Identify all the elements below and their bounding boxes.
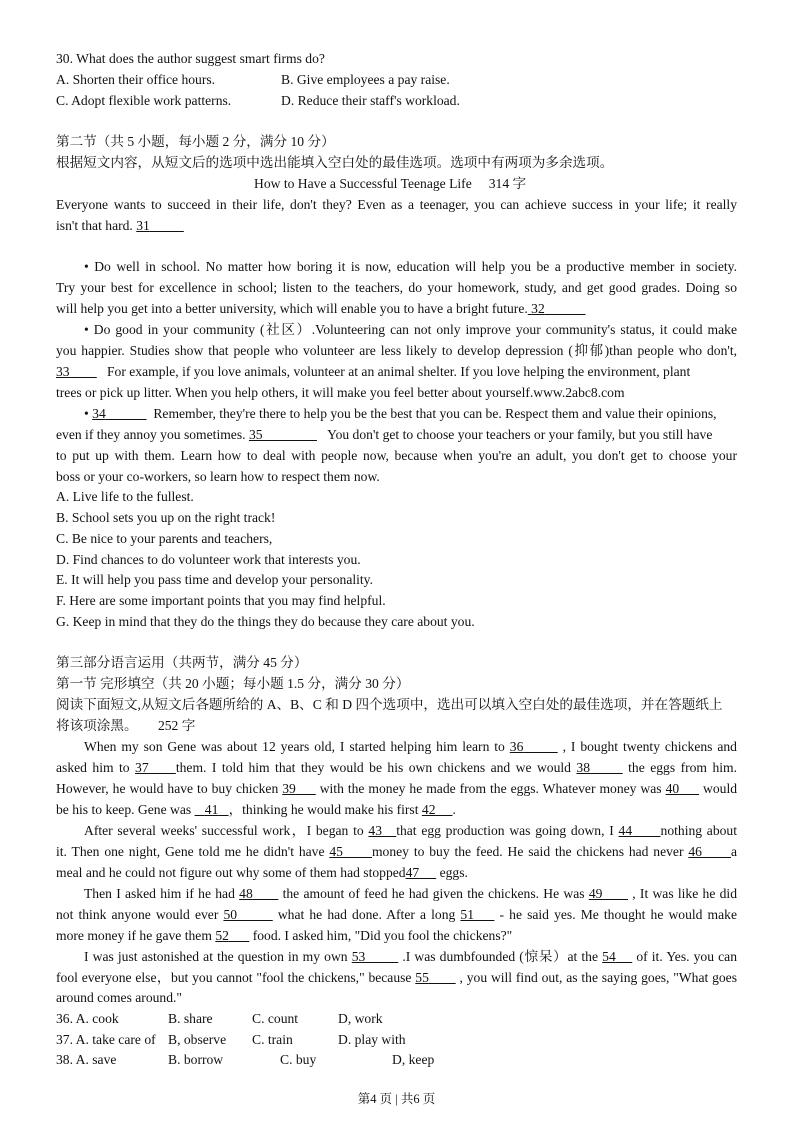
part3-instruction-1: 阅读下面短文,从短文后各题所给的 A、B、C 和 D 四个选项中，选出可以填入空白处的最佳选项，并在答题纸上 [56, 697, 723, 712]
blank-51: 51 [460, 907, 474, 922]
cloze-line-9: not think anyone would ever 50 what he had done. After a long 51 - he said yes. Me thought he would make [56, 907, 737, 922]
p4-line-2: even if they annoy you sometimes. 35 You don't get to choose your teachers or your family, but you still have [56, 427, 713, 442]
blank-43: 43 [368, 823, 382, 838]
option-a: A. Live life to the fullest. [56, 489, 194, 504]
p2-line-3: will help you get into a better university, which will enable you to have a bright future. 32 [56, 299, 586, 320]
blank-52: 52 [215, 928, 229, 943]
cloze-line-5: After several weeks' successful work，I began to 43 that egg production was going down, I 44 nothing about [84, 823, 738, 838]
q30-option-b: B. Give employees a pay raise. [281, 72, 450, 87]
choice-38-c: C. buy [280, 1052, 317, 1067]
option-e: E. It will help you pass time and develop your personality. [56, 572, 373, 587]
blank-32: 32 [531, 301, 545, 316]
blank-37: 37 [135, 760, 149, 775]
blank-34: 34 [92, 406, 106, 421]
p3-line-3: 33 For example, if you love animals, volunteer at an animal shelter. If you love helping the environment, plant [56, 364, 691, 379]
choice-38-d: D, keep [392, 1052, 435, 1067]
p4-line-4: boss or your co-workers, so learn how to respect them now. [56, 469, 380, 484]
p2-line-1: • Do well in school. No matter how boring it is now, education will help you be a productive member in society. [84, 259, 737, 274]
choice-37-d: D. play with [338, 1032, 406, 1047]
part3-instruction-2: 将该项涂黑。 252 字 [56, 718, 196, 733]
blank-44: 44 [618, 823, 633, 838]
cloze-line-4: be his to keep. Gene was 41 ，thinking he would make his first 42 . [56, 802, 456, 817]
choice-37-c: C. train [252, 1032, 293, 1047]
cloze-line-13: around comes around." [56, 990, 182, 1005]
choice-37-b: B, observe [168, 1032, 227, 1047]
blank-49: 49 [588, 886, 603, 901]
blank-47: 47 [405, 865, 420, 880]
page-footer: 第4 页 | 共6 页 [357, 1092, 436, 1106]
blank-53: 53 [351, 949, 366, 964]
cloze-line-10: more money if he gave them 52 food. I asked him, "Did you fool the chickens?" [56, 928, 513, 943]
blank-42: 42 [421, 802, 436, 817]
section2-heading: 第二节（共 5 小题，每小题 2 分，满分 10 分） [56, 134, 335, 149]
choice-36-a: 36. A. cook [56, 1011, 119, 1026]
q30-option-c: C. Adopt flexible work patterns. [56, 93, 232, 108]
option-g: G. Keep in mind that they do the things they do because they care about you. [56, 614, 475, 629]
q30-option-d: D. Reduce their staff's workload. [281, 93, 460, 108]
cloze-line-7: meal and he could not figure out why some of them had stopped47 eggs. [56, 865, 468, 880]
option-b: B. School sets you up on the right track! [56, 510, 276, 525]
part3-sub: 第一节 完形填空（共 20 小题；每小题 1.5 分，满分 30 分） [56, 676, 410, 691]
blank-55: 55 [415, 970, 429, 985]
blank-46: 46 [688, 844, 702, 859]
p4-line-3: to put up with them. Learn how to deal with people now, because when you're an adult, you don't get to choose your [56, 448, 737, 463]
p3-line-2: you happier. Studies show that people who volunteer are less likely to develop depression (抑郁)than people who don't, [56, 343, 737, 358]
section2-instruction: 根据短文内容，从短文后的选项中选出能填入空白处的最佳选项。选项中有两项为多余选项。 [56, 155, 614, 170]
blank-40: 40 [665, 781, 680, 796]
option-d: D. Find chances to do volunteer work that interests you. [56, 552, 361, 567]
option-f: F. Here are some important points that you may find helpful. [56, 593, 386, 608]
blank-35: 35 [248, 427, 263, 442]
cloze-line-6: it. Then one night, Gene told me he didn't have 45 money to buy the feed. He said the chickens had never 46 a [56, 844, 738, 859]
p3-line-1: • Do good in your community (社区）.Volunteering can not only improve your community's status, it could make [84, 322, 737, 337]
p1-line-2: isn't that hard. 31 [56, 216, 184, 237]
blank-39: 39 [282, 781, 296, 796]
cloze-line-8: Then I asked him if he had 48 the amount of feed he had given the chickens. He was 49 , It was like he did [84, 886, 737, 901]
choice-38-a: 38. A. save [56, 1052, 117, 1067]
blank-33: 33 [56, 364, 70, 379]
choice-36-c: C. count [252, 1011, 299, 1026]
q30-stem: 30. What does the author suggest smart firms do? [56, 51, 325, 66]
choice-36-d: D, work [338, 1011, 383, 1026]
cloze-line-12: fool everyone else，but you cannot "fool the chickens," because 55 , you will find out, as the saying goes, "What goes [56, 970, 737, 985]
choice-37-a: 37. A. take care of [56, 1032, 156, 1047]
blank-41: 41 [204, 802, 219, 817]
p2-line-2: Try your best for excellence in school; listen to the teachers, do your homework, study, and get good grades. Doing so [56, 280, 737, 295]
blank-45: 45 [329, 844, 343, 859]
blank-48: 48 [239, 886, 253, 901]
part3-wordcount: 252 字 [157, 718, 196, 733]
cloze-line-11: I was just astonished at the question in my own 53 .I was dumbfounded (惊呆）at the 54 of it. Yes. you can [84, 949, 737, 964]
passage-title [254, 174, 526, 195]
blank-36: 36 [509, 739, 524, 754]
cloze-line-2: asked him to 37 them. I told him that they would be his own chickens and we would 38 the eggs from him. [56, 760, 737, 775]
p3-line-4: trees or pick up litter. When you help others, it will make you feel better about yourself.www.2abc8.com [56, 385, 625, 400]
q30-option-a: A. Shorten their office hours. [56, 72, 216, 87]
blank-54: 54 [602, 949, 616, 964]
option-c: C. Be nice to your parents and teachers, [56, 531, 273, 546]
cloze-line-1: When my son Gene was about 12 years old, I started helping him learn to 36 , I bought twenty chickens and [84, 739, 737, 754]
cloze-line-3: However, he would have to buy chicken 39 with the money he made from the eggs. Whatever money was 40 would [56, 781, 738, 796]
blank-50: 50 [223, 907, 238, 922]
word-count: 314 字 [488, 176, 527, 191]
title-text: How to Have a Successful Teenage Life [254, 176, 472, 191]
choice-36-b: B. share [168, 1011, 213, 1026]
choice-38-b: B. borrow [168, 1052, 224, 1067]
p1-line-1: Everyone wants to succeed in their life, don't they? Even as a teenager, you can achieve success in your life; it really [56, 197, 737, 212]
p4-line-1: • 34 Remember, they're there to help you be the best that you can be. Respect them and value their opinions, [84, 406, 717, 421]
blank-38: 38 [576, 760, 591, 775]
part3-heading: 第三部分语言运用（共两节，满分 45 分） [56, 655, 308, 670]
blank-31: 31 [136, 218, 150, 233]
